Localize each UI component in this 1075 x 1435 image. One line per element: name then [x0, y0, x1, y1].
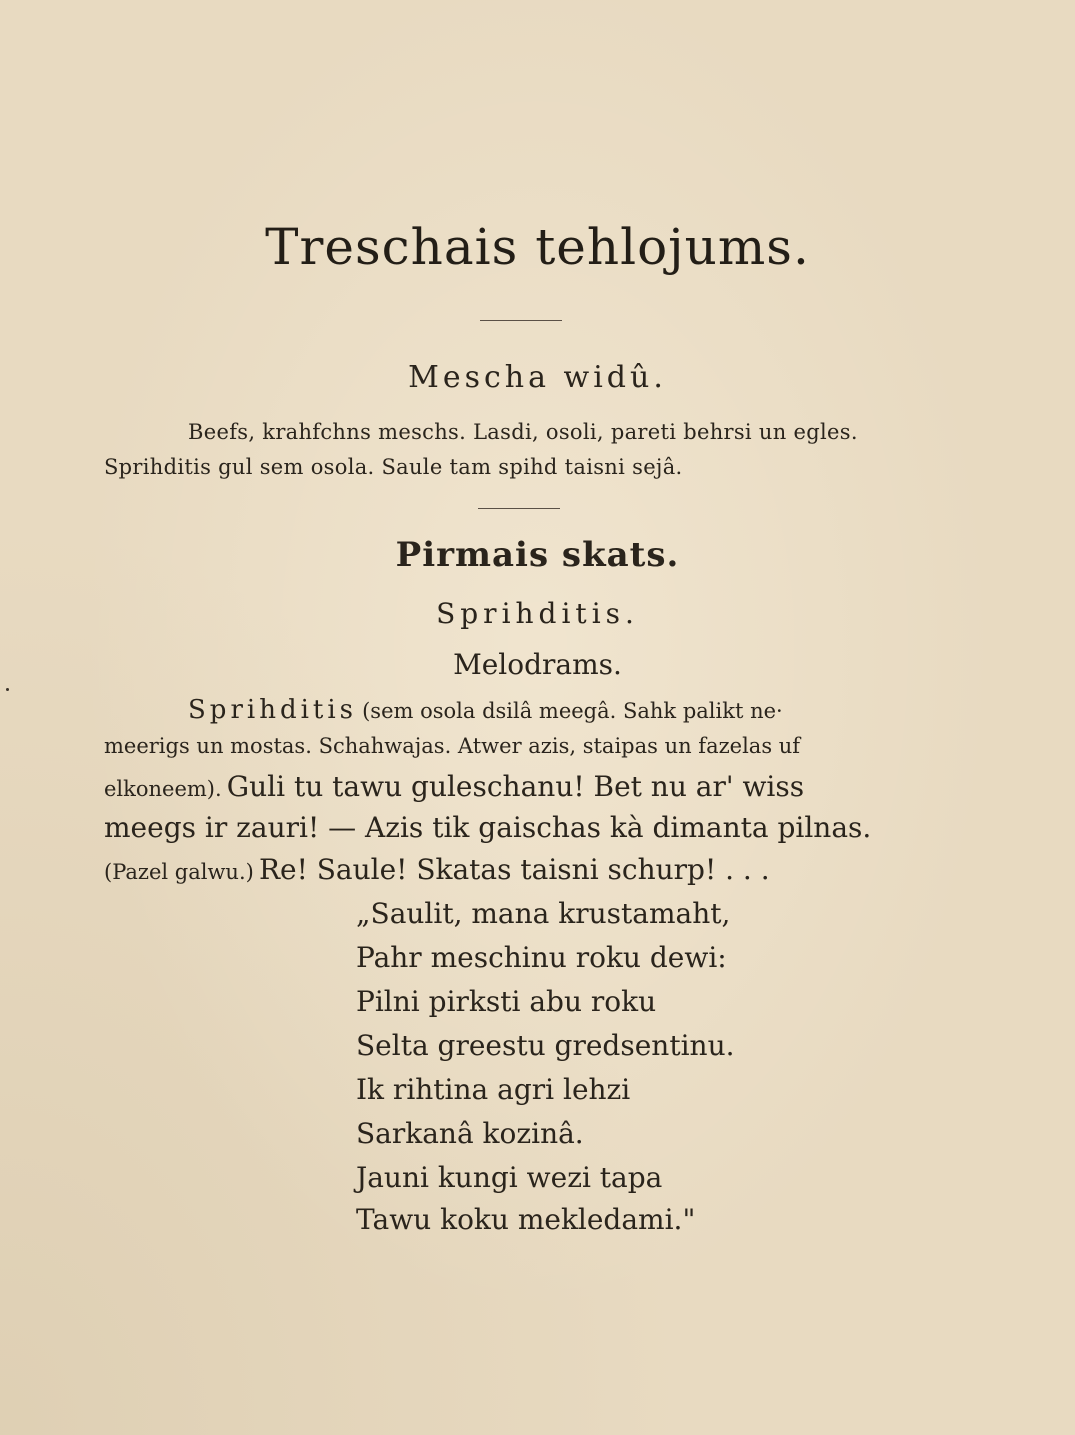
stage-direction-line: Sprihditis gul sem osola. Saule tam spihd taisni sejâ. — [104, 455, 683, 479]
poem-line: „Saulit, mana krustamaht, — [356, 897, 731, 930]
scene-genre: Melodrams. — [453, 648, 622, 681]
stage-direction-line: Beefs, krahfchns meschs. Lasdi, osoli, pareti behrsi un egles. — [188, 420, 858, 444]
stage-direction: (sem osola dsilâ meegâ. Sahk palikt ne· — [362, 699, 783, 723]
divider-top — [480, 320, 562, 321]
poem-line: Sarkanâ kozinâ. — [356, 1117, 584, 1150]
poem-line: Pahr meschinu roku dewi: — [356, 941, 727, 974]
paragraph-line — [104, 853, 770, 886]
scene-character: Sprihditis. — [436, 597, 639, 630]
dialogue: meegs ir zauri! — Azis tik gaischas kà dimanta pilnas. — [104, 811, 872, 844]
divider-middle — [478, 508, 560, 509]
poem-line: Jauni kungi wezi tapa — [356, 1161, 663, 1194]
stage-direction: elkoneem). — [104, 777, 222, 801]
paragraph-line: meerigs un mostas. Schahwajas. Atwer azis, staipas un fazelas uf — [104, 734, 801, 758]
poem-line: Pilni pirksti abu roku — [356, 985, 657, 1018]
poem-line: Ik rihtina agri lehzi — [356, 1073, 631, 1106]
speaker-name: Sprihditis — [188, 695, 358, 725]
stage-direction: (Pazel galwu.) — [104, 860, 254, 884]
paragraph-line — [104, 770, 804, 803]
scene-title: Pirmais skats. — [395, 535, 680, 575]
paper-speck — [6, 688, 9, 691]
dialogue: Guli tu tawu guleschanu! Bet nu ar' wiss — [226, 770, 805, 803]
act-title: Treschais tehlojums. — [265, 218, 810, 276]
dialogue: Re! Saule! Skatas taisni schurp! . . . — [258, 853, 770, 886]
paragraph-line — [188, 695, 783, 725]
poem-line: Selta greestu gredsentinu. — [356, 1029, 735, 1062]
setting-title: Mescha widû. — [408, 360, 667, 395]
poem-line: Tawu koku mekledami." — [356, 1203, 696, 1236]
